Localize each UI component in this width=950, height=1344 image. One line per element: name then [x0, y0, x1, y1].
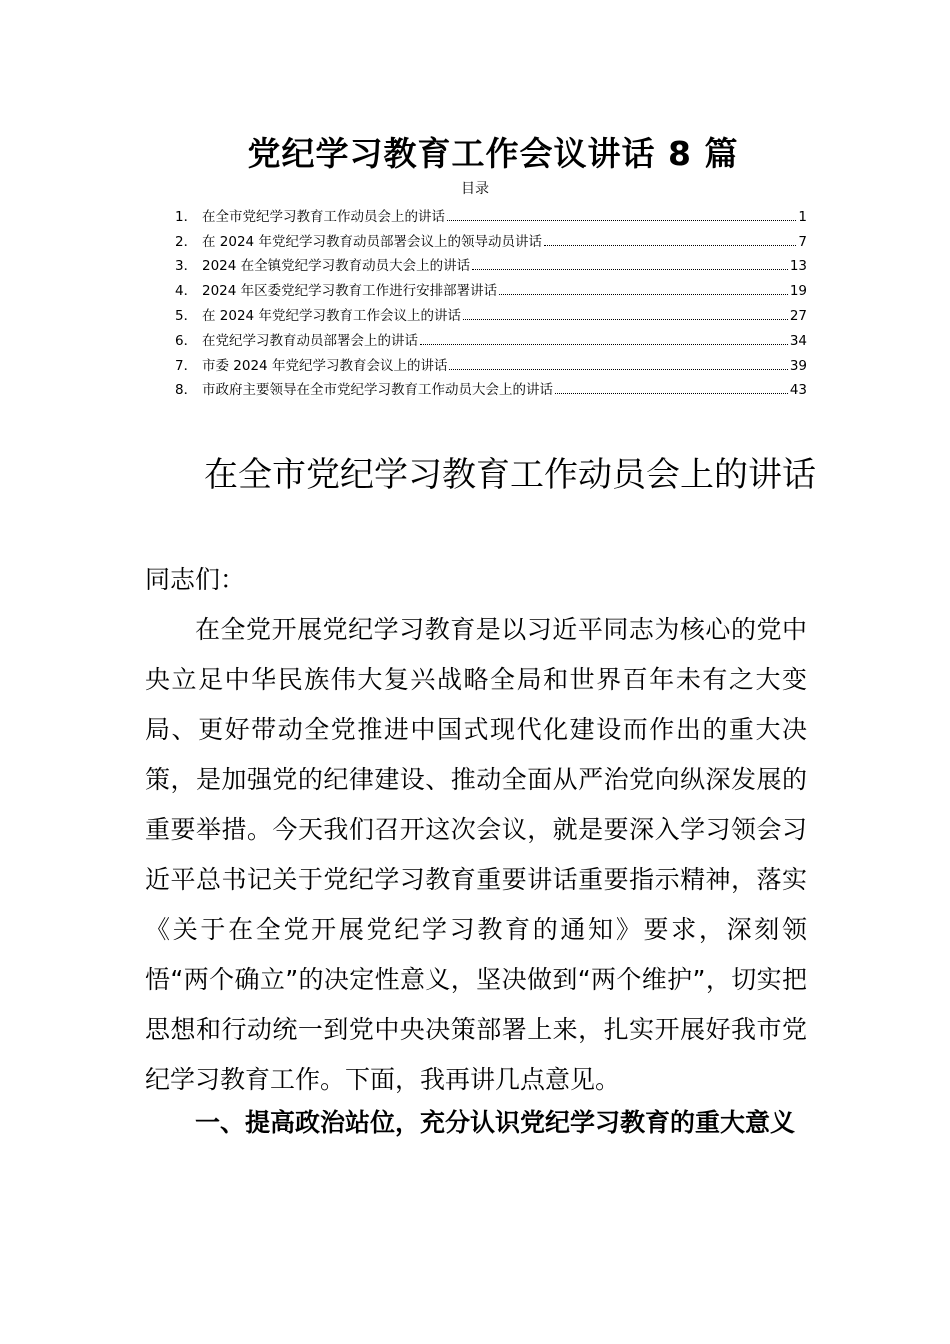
toc-dot-leader — [544, 244, 796, 246]
toc-entry[interactable] — [175, 274, 807, 299]
toc-entry-title: 市委 2024 年党纪学习教育会议上的讲话 — [202, 357, 448, 374]
toc-entry-number: 4． — [175, 283, 198, 300]
toc-entry[interactable] — [175, 374, 807, 399]
table-of-contents — [175, 200, 807, 398]
toc-entry[interactable] — [175, 225, 807, 250]
toc-entry-page: 1 — [798, 208, 807, 225]
toc-entry-title: 2024 在全镇党纪学习教育动员大会上的讲话 — [202, 258, 471, 275]
toc-entry-page: 39 — [789, 357, 807, 374]
toc-entry-page: 34 — [789, 332, 807, 349]
toc-entry[interactable] — [175, 200, 807, 225]
toc-entry[interactable] — [175, 349, 807, 374]
toc-entry-page: 13 — [789, 258, 807, 275]
toc-entry-number: 2． — [175, 233, 198, 250]
toc-dot-leader — [499, 293, 788, 295]
toc-entry-number: 3． — [175, 258, 198, 275]
toc-dot-leader — [449, 368, 787, 370]
toc-dot-leader — [472, 268, 788, 270]
toc-entry-title: 在全市党纪学习教育工作动员会上的讲话 — [202, 208, 445, 225]
toc-entry-number: 8． — [175, 382, 198, 399]
toc-entry-page: 43 — [789, 382, 807, 399]
toc-entry-title: 在 2024 年党纪学习教育动员部署会议上的领导动员讲话 — [202, 233, 542, 250]
toc-dot-leader — [447, 219, 796, 221]
toc-dot-leader — [555, 392, 788, 394]
toc-entry[interactable] — [175, 250, 807, 275]
toc-dot-leader — [463, 318, 788, 320]
document-title: 党纪学习教育工作会议讲话 8 篇 — [247, 134, 739, 173]
section-heading: 一、提高政治站位，充分认识党纪学习教育的重大意义 — [195, 1108, 796, 1137]
toc-entry-page: 19 — [789, 283, 807, 300]
toc-dot-leader — [420, 343, 788, 345]
toc-entry-page: 27 — [789, 307, 807, 324]
toc-heading: 目录 — [461, 181, 489, 197]
toc-entry-number: 6． — [175, 332, 198, 349]
toc-entry-number: 7． — [175, 357, 198, 374]
toc-entry-title: 在 2024 年党纪学习教育工作会议上的讲话 — [202, 307, 461, 324]
toc-entry-title: 市政府主要领导在全市党纪学习教育工作动员大会上的讲话 — [202, 382, 553, 399]
section-title: 在全市党纪学习教育工作动员会上的讲话 — [204, 455, 816, 495]
toc-entry-title: 在党纪学习教育动员部署会上的讲话 — [202, 332, 418, 349]
toc-entry[interactable] — [175, 299, 807, 324]
salutation: 同志们： — [145, 565, 246, 594]
body-paragraph: 在全党开展党纪学习教育是以习近平同志为核心的党中央立足中华民族伟大复兴战略全局和世界百年未有之大变局、更好带动全党推进中国式现代化建设而作出的重大决策，是加强党的纪律建设、推动全面从严治党向纵深发展的重要举措。今天我们召开这次会议，就是要深入学习领会习近平总书记关于党纪学习教育重要讲话重要指示精神，落实《关于在全党开展党纪学习教育的通知》要求，深刻领悟“两个确立”的决定性意义，坚决做到“两个维护”，切实把思想和行动统一到党中央决策部署上来，扎实开展好我市党纪学习教育工作。下面，我再讲几点意见。 — [145, 615, 807, 1094]
toc-entry-title: 2024 年区委党纪学习教育工作进行安排部署讲话 — [202, 283, 498, 300]
toc-entry-number: 5． — [175, 307, 198, 324]
toc-entry-number: 1． — [175, 208, 198, 225]
toc-entry[interactable] — [175, 324, 807, 349]
toc-entry-page: 7 — [798, 233, 807, 250]
